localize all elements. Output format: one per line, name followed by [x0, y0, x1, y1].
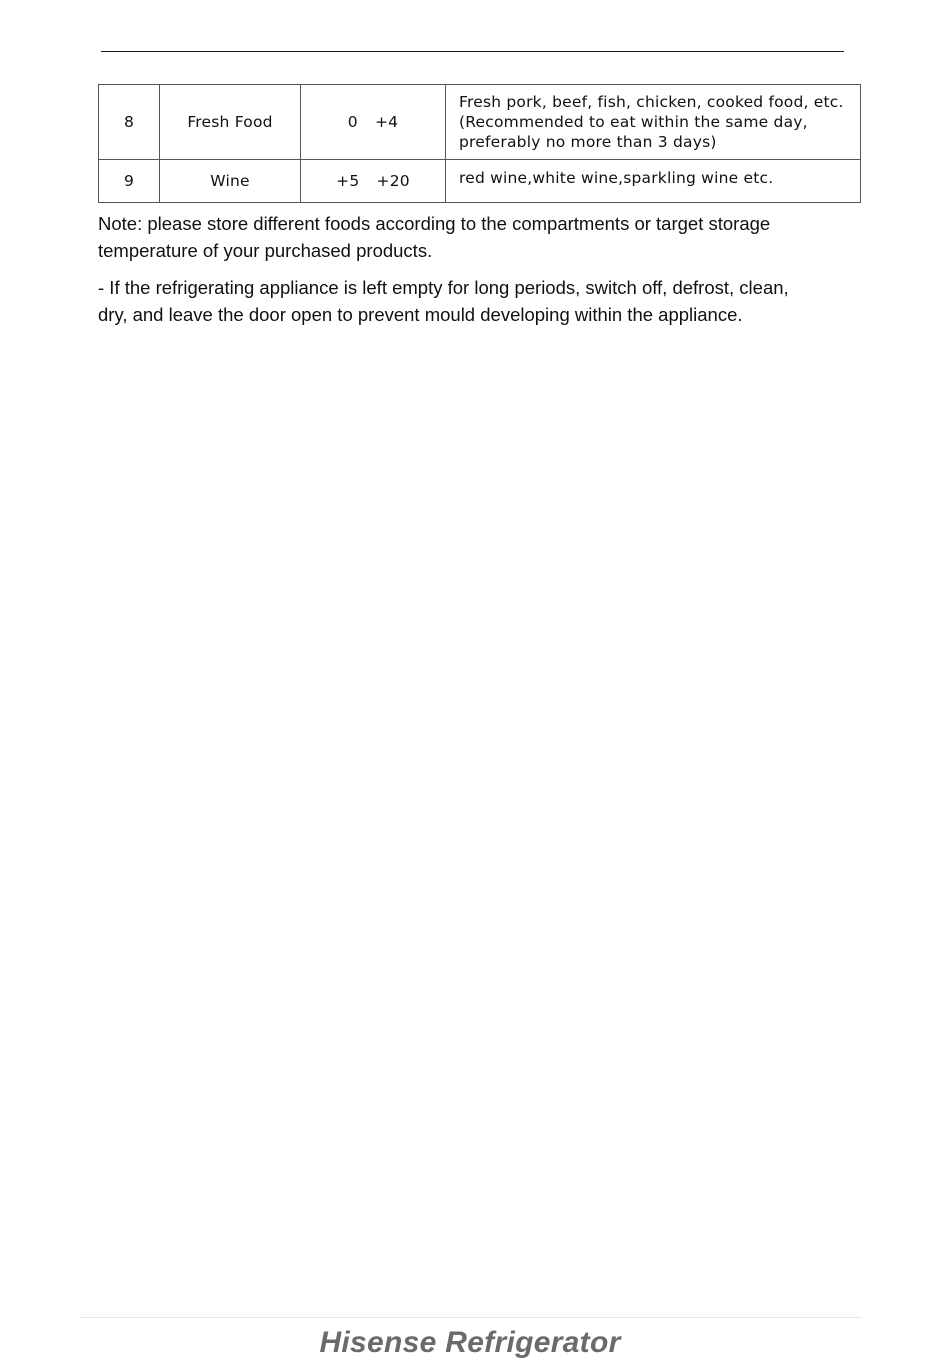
compartment-name: Fresh Food — [160, 85, 301, 160]
description-line: red wine,white wine,sparkling wine etc. — [459, 169, 774, 187]
table-row — [99, 85, 861, 160]
storage-table — [98, 84, 861, 203]
note-line: Note: please store different foods according to the compartments or target storage — [98, 213, 771, 234]
row-number: 8 — [99, 85, 160, 160]
description-line: Fresh pork, beef, fish, chicken, cooked food, etc. — [459, 93, 844, 111]
temperature-range: +5 +20 — [301, 160, 446, 203]
empty-appliance-note — [98, 274, 858, 328]
header-rule — [101, 51, 844, 52]
table-row — [99, 160, 861, 203]
compartment-name: Wine — [160, 160, 301, 203]
brand-footer: Hisense Refrigerator — [319, 1326, 621, 1359]
footer-rule — [80, 1317, 862, 1318]
storage-note — [98, 210, 858, 264]
description-line: (Recommended to eat within the same day, — [459, 113, 808, 131]
note-line: - If the refrigerating appliance is left empty for long periods, switch off, defrost, clean, — [98, 277, 789, 298]
food-description — [446, 85, 861, 160]
note-line: temperature of your purchased products. — [98, 240, 433, 261]
food-description — [446, 160, 861, 203]
note-line: dry, and leave the door open to prevent mould developing within the appliance. — [98, 304, 743, 325]
temperature-range: 0 +4 — [301, 85, 446, 160]
description-line: preferably no more than 3 days) — [459, 133, 717, 151]
row-number: 9 — [99, 160, 160, 203]
